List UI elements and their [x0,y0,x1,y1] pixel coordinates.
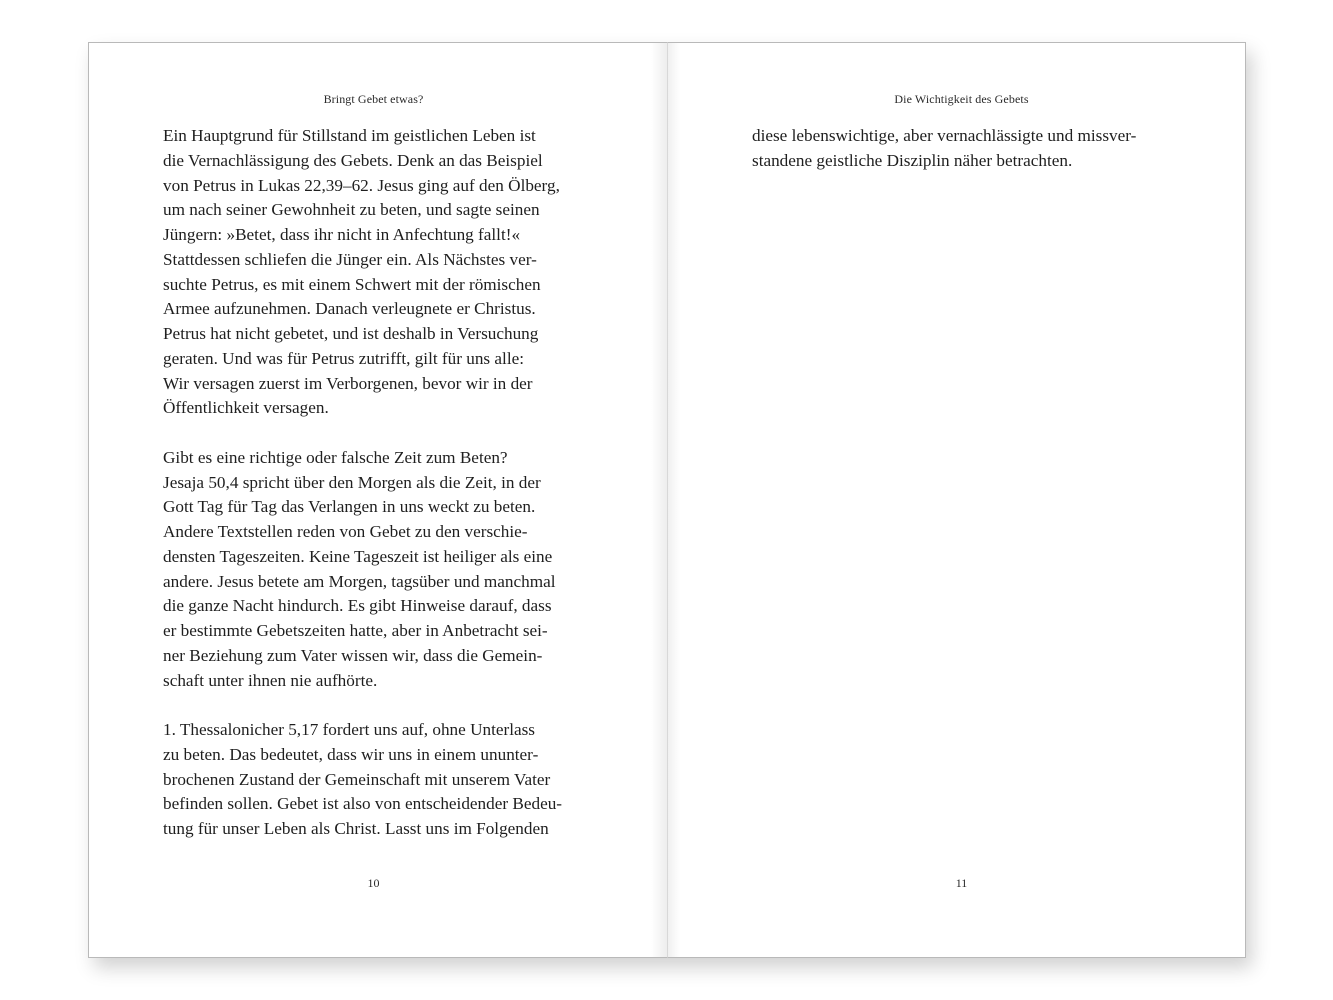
text-line: Ein Hauptgrund für Stillstand im geistlichen Leben ist [163,126,536,145]
left-page [88,42,667,958]
paragraph [163,124,583,421]
text-line: standene geistliche Disziplin näher betrachten. [752,150,1073,170]
text-line: Wir versagen zuerst im Verborgenen, bevor wir in der [163,373,533,393]
text-line: Gibt es eine richtige oder falsche Zeit zum Beten? [163,447,508,467]
paragraph [163,446,583,694]
text-line: schaft unter ihnen nie aufhörte. [163,670,378,690]
text-line: befinden sollen. Gebet ist also von entscheidender Bedeu- [163,794,563,814]
running-head-right: Die Wichtigkeit des Gebets [894,92,1029,106]
text-line: geraten. Und was für Petrus zutrifft, gilt für uns alle: [163,348,525,368]
text-line: densten Tageszeiten. Keine Tageszeit ist heiliger als eine [163,546,553,566]
paragraph-gap [163,421,583,446]
text-line: andere. Jesus betete am Morgen, tagsüber und manchmal [163,571,556,591]
paragraph [163,718,583,842]
text-line: brochenen Zustand der Gemeinschaft mit unserem Vater [163,769,551,789]
text-line: tung für unser Leben als Christ. Lasst uns im Folgenden [163,819,549,838]
text-line: Öffentlichkeit versagen. [163,398,329,418]
text-line: Andere Textstellen reden von Gebet zu den verschie- [163,522,528,541]
text-line: die Vernachlässigung des Gebets. Denk an das Beispiel [163,150,543,170]
text-line: Petrus hat nicht gebetet, und ist deshalb in Versuchung [163,324,539,343]
right-page [667,42,1246,958]
running-head-left: Bringt Gebet etwas? [323,92,424,106]
text-line: Armee aufzunehmen. Danach verleugnete er Christus. [163,299,536,319]
page-number-left: 10 [367,876,380,890]
text-line: zu beten. Das bedeutet, dass wir uns in einem ununter- [163,744,539,764]
paragraph [752,124,1172,174]
text-line: um nach seiner Gewohnheit zu beten, und sagte seinen [163,200,540,220]
text-line: Stattdessen schliefen die Jünger ein. Als Nächstes ver- [163,249,537,269]
text-line: 1. Thessalonicher 5,17 fordert uns auf, ohne Unterlass [163,720,535,739]
paragraph-gap [163,693,583,718]
page-number-right: 11 [955,876,968,890]
text-line: diese lebenswichtige, aber vernachlässigte und missver- [752,126,1137,145]
text-line: Gott Tag für Tag das Verlangen in uns weckt zu beten. [163,497,536,517]
text-line: suchte Petrus, es mit einem Schwert mit der römischen [163,274,541,294]
text-line: die ganze Nacht hindurch. Es gibt Hinweise darauf, dass [163,596,552,616]
book-spread [88,42,1246,958]
right-page-body [752,124,1172,174]
text-line: er bestimmte Gebetszeiten hatte, aber in Anbetracht sei- [163,621,548,640]
text-line: ner Beziehung zum Vater wissen wir, dass die Gemein- [163,645,543,665]
left-page-body [163,124,583,842]
text-line: Jesaja 50,4 spricht über den Morgen als die Zeit, in der [163,472,541,492]
text-line: von Petrus in Lukas 22,39–62. Jesus ging auf den Ölberg, [163,175,560,195]
text-line: Jüngern: »Betet, dass ihr nicht in Anfechtung fallt!« [163,225,521,244]
